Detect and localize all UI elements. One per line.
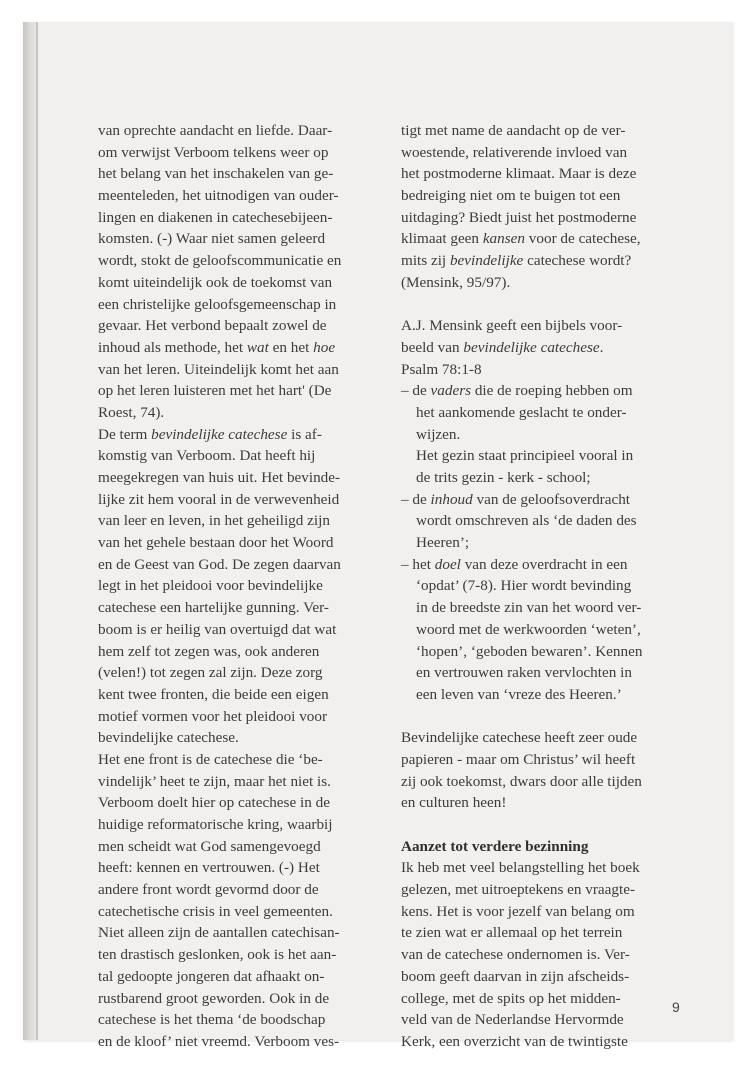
text-line — [98, 467, 370, 489]
text-run: Verboom doelt hier op catechese in de — [98, 794, 330, 812]
text-line — [401, 597, 663, 619]
text-line — [98, 575, 370, 597]
italic-text: bevindelijke catechese — [463, 338, 600, 356]
text-line — [98, 727, 370, 749]
text-line — [401, 380, 663, 402]
text-line — [401, 727, 663, 749]
text-line — [98, 185, 370, 207]
text-run: het aankomende geslacht te onder- — [416, 403, 627, 421]
text-line — [401, 445, 663, 467]
text-run: van het leren. Uiteindelijk komt het aan — [98, 360, 339, 378]
text-line — [401, 988, 663, 1010]
text-run: Heeren’; — [416, 534, 470, 552]
text-run: het belang van het inschakelen van ge- — [98, 165, 334, 183]
text-line — [98, 554, 370, 576]
text-line — [401, 402, 663, 424]
text-run: tal gedoopte jongeren dat afhaakt on- — [98, 967, 325, 985]
text-line — [98, 901, 370, 923]
text-run: om verwijst Verboom telkens weer op — [98, 143, 329, 161]
text-run: Psalm 78:1-8 — [401, 360, 482, 378]
text-run: zij ook toekomst, dwars door alle tijden — [401, 772, 642, 790]
text-line — [98, 988, 370, 1010]
text-run: hem zelf tot zegen was, ook anderen — [98, 642, 320, 660]
text-line — [401, 944, 663, 966]
italic-text: hoe — [313, 338, 336, 356]
italic-text: bevindelijke catechese — [151, 425, 288, 443]
text-line — [98, 142, 370, 164]
text-line — [98, 532, 370, 554]
text-line — [98, 662, 370, 684]
text-line — [401, 467, 663, 489]
text-line — [98, 706, 370, 728]
text-line — [401, 684, 663, 706]
paragraph-gap — [401, 814, 663, 836]
text-run: die de roeping hebben om — [471, 382, 633, 400]
text-line — [401, 749, 663, 771]
text-line — [98, 684, 370, 706]
text-run: klimaat geen — [401, 230, 483, 248]
right-text-column — [401, 120, 663, 1053]
text-run: catechese wordt? — [523, 252, 632, 270]
text-run: en culturen heen! — [401, 794, 507, 812]
text-run: Het gezin staat principieel vooral in — [416, 447, 634, 465]
text-line — [98, 922, 370, 944]
text-run: komsten. (-) Waar niet samen geleerd — [98, 230, 326, 248]
text-run: (Mensink, 95/97). — [401, 273, 511, 291]
text-run: van de catechese ondernomen is. Ver- — [401, 946, 630, 964]
text-run: mits zij — [401, 252, 450, 270]
text-line — [98, 250, 370, 272]
text-line — [401, 641, 663, 663]
paragraph-gap — [401, 294, 663, 316]
text-line — [401, 185, 663, 207]
text-run: komstig van Verboom. Dat heeft hij — [98, 447, 316, 465]
text-line — [98, 879, 370, 901]
left-text-column — [98, 120, 370, 1053]
text-run: A.J. Mensink geeft een bijbels voor- — [401, 317, 623, 335]
text-line — [401, 250, 663, 272]
text-run: wordt omschreven als ‘de daden des — [416, 512, 637, 530]
text-run: meegekregen van huis uit. Het bevinde- — [98, 469, 341, 486]
section-heading — [401, 836, 663, 858]
text-line — [401, 1009, 663, 1031]
text-run: het postmoderne klimaat. Maar is deze — [401, 165, 637, 183]
text-run: Ik heb met veel belangstelling het boek — [401, 859, 640, 877]
text-line — [98, 1009, 370, 1031]
text-run: Bevindelijke catechese heeft zeer oude — [401, 729, 638, 747]
text-run: – de — [401, 382, 431, 400]
text-run: woord met de werkwoorden ‘weten’, — [416, 620, 641, 638]
text-run: te zien wat er allemaal op het terrein — [401, 924, 623, 942]
text-line — [401, 922, 663, 944]
text-run: legt in het pleidooi voor bevindelijke — [98, 577, 323, 595]
text-line — [401, 575, 663, 597]
text-run: de trits gezin - kerk - school; — [416, 469, 591, 486]
text-line — [401, 315, 663, 337]
text-line — [98, 771, 370, 793]
text-line — [401, 120, 663, 142]
text-run: Aanzet tot verdere bezinning — [401, 837, 589, 855]
text-line — [401, 792, 663, 814]
text-run: op het leren luisteren met het hart' (De — [98, 382, 332, 400]
text-run: voor de catechese, — [525, 230, 641, 248]
text-run: Roest, 74). — [98, 403, 165, 421]
text-run: van de geloofsoverdracht — [472, 490, 631, 508]
text-line — [98, 792, 370, 814]
text-line — [98, 228, 370, 250]
text-run: van het gehele bestaan door het Woord — [98, 534, 334, 552]
text-run: – het — [401, 555, 435, 573]
text-run: Niet alleen zijn de aantallen catechisan- — [98, 924, 340, 942]
italic-text: inhoud — [430, 490, 473, 508]
text-line — [401, 619, 663, 641]
text-line — [401, 163, 663, 185]
text-line — [98, 294, 370, 316]
text-run: in de breedste zin van het woord ver- — [416, 599, 642, 617]
text-line — [401, 1031, 663, 1053]
text-line — [98, 163, 370, 185]
italic-text: doel — [434, 555, 461, 573]
text-run: kens. Het is voor jezelf van belang om — [401, 902, 635, 920]
text-line — [401, 228, 663, 250]
text-run: men scheidt wat God samengevoegd — [98, 837, 321, 855]
text-run: (velen!) tot zegen zal zijn. Deze zorg — [98, 664, 323, 682]
text-run: college, met de spits op het midden- — [401, 989, 621, 1007]
text-run: lingen en diakenen in catechesebijeen- — [98, 208, 333, 226]
text-run: papieren - maar om Christus’ wil heeft — [401, 750, 636, 768]
text-run: een leven van ‘vreze des Heeren.’ — [416, 685, 622, 703]
text-run: lijke zit hem vooral in de verwevenheid — [98, 490, 340, 508]
text-line — [401, 771, 663, 793]
text-line — [401, 510, 663, 532]
italic-text: bevindelijke — [449, 252, 524, 270]
text-line — [98, 402, 370, 424]
paragraph-gap — [401, 706, 663, 728]
text-run: tigt met name de aandacht op de ver- — [401, 122, 626, 139]
text-line — [401, 554, 663, 576]
text-run: De term — [98, 425, 152, 443]
italic-text: wat — [246, 338, 269, 356]
text-line — [98, 272, 370, 294]
text-run: van oprechte aandacht en liefde. Daar- — [98, 122, 333, 139]
text-run: Het ene front is de catechese die ‘be- — [98, 750, 323, 768]
text-line — [98, 641, 370, 663]
text-run: gelezen, met uitroeptekens en vraagte- — [401, 881, 636, 899]
text-run: catechese is het thema ‘de boodschap — [98, 1011, 326, 1029]
text-line — [401, 272, 663, 294]
text-run: – de — [401, 490, 431, 508]
text-line — [98, 510, 370, 532]
text-line — [98, 857, 370, 879]
text-run: en de kloof’ niet vreemd. Verboom ves- — [98, 1032, 340, 1050]
text-line — [401, 359, 663, 381]
text-run: uitdaging? Biedt juist het postmoderne — [401, 208, 637, 226]
text-line — [98, 424, 370, 446]
text-line — [401, 901, 663, 923]
text-line — [401, 142, 663, 164]
text-line — [98, 1031, 370, 1053]
text-run: boom geeft daarvan in zijn afscheids- — [401, 967, 630, 985]
text-line — [98, 337, 370, 359]
text-run: gevaar. Het verbond bepaalt zowel de — [98, 317, 327, 335]
text-line — [401, 337, 663, 359]
text-run: van leer en leven, in het geheiligd zijn — [98, 512, 330, 530]
text-line — [401, 879, 663, 901]
text-run: catechetische crisis in veel gemeenten. — [98, 902, 333, 920]
text-run: is af- — [287, 425, 322, 443]
text-run: rustbarend groot geworden. Ook in de — [98, 989, 330, 1007]
text-run: catechese een hartelijke gunning. Ver- — [98, 599, 329, 617]
text-run: . — [599, 338, 604, 356]
text-run: bevindelijke catechese. — [98, 729, 239, 747]
text-line — [98, 359, 370, 381]
text-run: ten drastisch geslonken, ook is het aan- — [98, 946, 337, 964]
text-run: boom is er heilig van overtuigd dat wat — [98, 620, 337, 638]
text-run: vindelijk’ heet te zijn, maar het niet is. — [98, 772, 331, 790]
text-run: huidige reformatorische kring, waarbij — [98, 816, 333, 833]
text-line — [98, 445, 370, 467]
text-line — [98, 966, 370, 988]
text-line — [98, 120, 370, 142]
text-run: wordt, stokt de geloofscommunicatie en — [98, 252, 342, 270]
text-line — [401, 532, 663, 554]
binding-fold — [36, 22, 38, 1040]
text-line — [401, 489, 663, 511]
text-line — [98, 749, 370, 771]
text-run: beeld van — [401, 338, 464, 356]
text-run: meenteleden, het uitnodigen van ouder- — [98, 187, 339, 205]
text-line — [98, 836, 370, 858]
text-line — [401, 424, 663, 446]
text-run: wijzen. — [416, 425, 461, 443]
text-line — [98, 597, 370, 619]
text-run: heeft: kennen en vertrouwen. (-) Het — [98, 859, 320, 877]
text-line — [98, 380, 370, 402]
text-line — [98, 619, 370, 641]
text-run: ‘opdat’ (7-8). Hier wordt bevinding — [416, 577, 632, 595]
text-run: kent twee fronten, die beide een eigen — [98, 685, 329, 703]
text-run: en het — [268, 338, 314, 356]
text-run: veld van de Nederlandse Hervormde — [401, 1011, 624, 1029]
text-line — [98, 207, 370, 229]
italic-text: vaders — [430, 382, 472, 400]
text-line — [98, 814, 370, 836]
text-run: van deze overdracht in een — [460, 555, 628, 573]
text-line — [401, 857, 663, 879]
page-number: 9 — [672, 999, 680, 1015]
text-line — [98, 489, 370, 511]
italic-text: kansen — [482, 230, 525, 248]
text-line — [401, 207, 663, 229]
text-line — [401, 662, 663, 684]
text-run: andere front wordt gevormd door de — [98, 881, 319, 899]
text-run: een christelijke geloofsgemeenschap in — [98, 295, 337, 313]
text-run: inhoud als methode, het — [98, 338, 247, 356]
text-run: woestende, relativerende invloed van — [401, 143, 628, 161]
text-line — [98, 315, 370, 337]
text-run: ‘hopen’, ‘geboden bewaren’. Kennen — [416, 642, 643, 660]
text-run: bedreiging niet om te buigen tot een — [401, 187, 621, 205]
text-run: Kerk, een overzicht van de twintigste — [401, 1032, 628, 1050]
text-run: en vertrouwen raken vervlochten in — [416, 664, 632, 682]
text-line — [98, 944, 370, 966]
text-run: motief vormen voor het pleidooi voor — [98, 707, 328, 725]
text-line — [401, 966, 663, 988]
text-run: komt uiteindelijk ook de toekomst van — [98, 273, 333, 291]
text-run: en de Geest van God. De zegen daarvan — [98, 555, 341, 573]
